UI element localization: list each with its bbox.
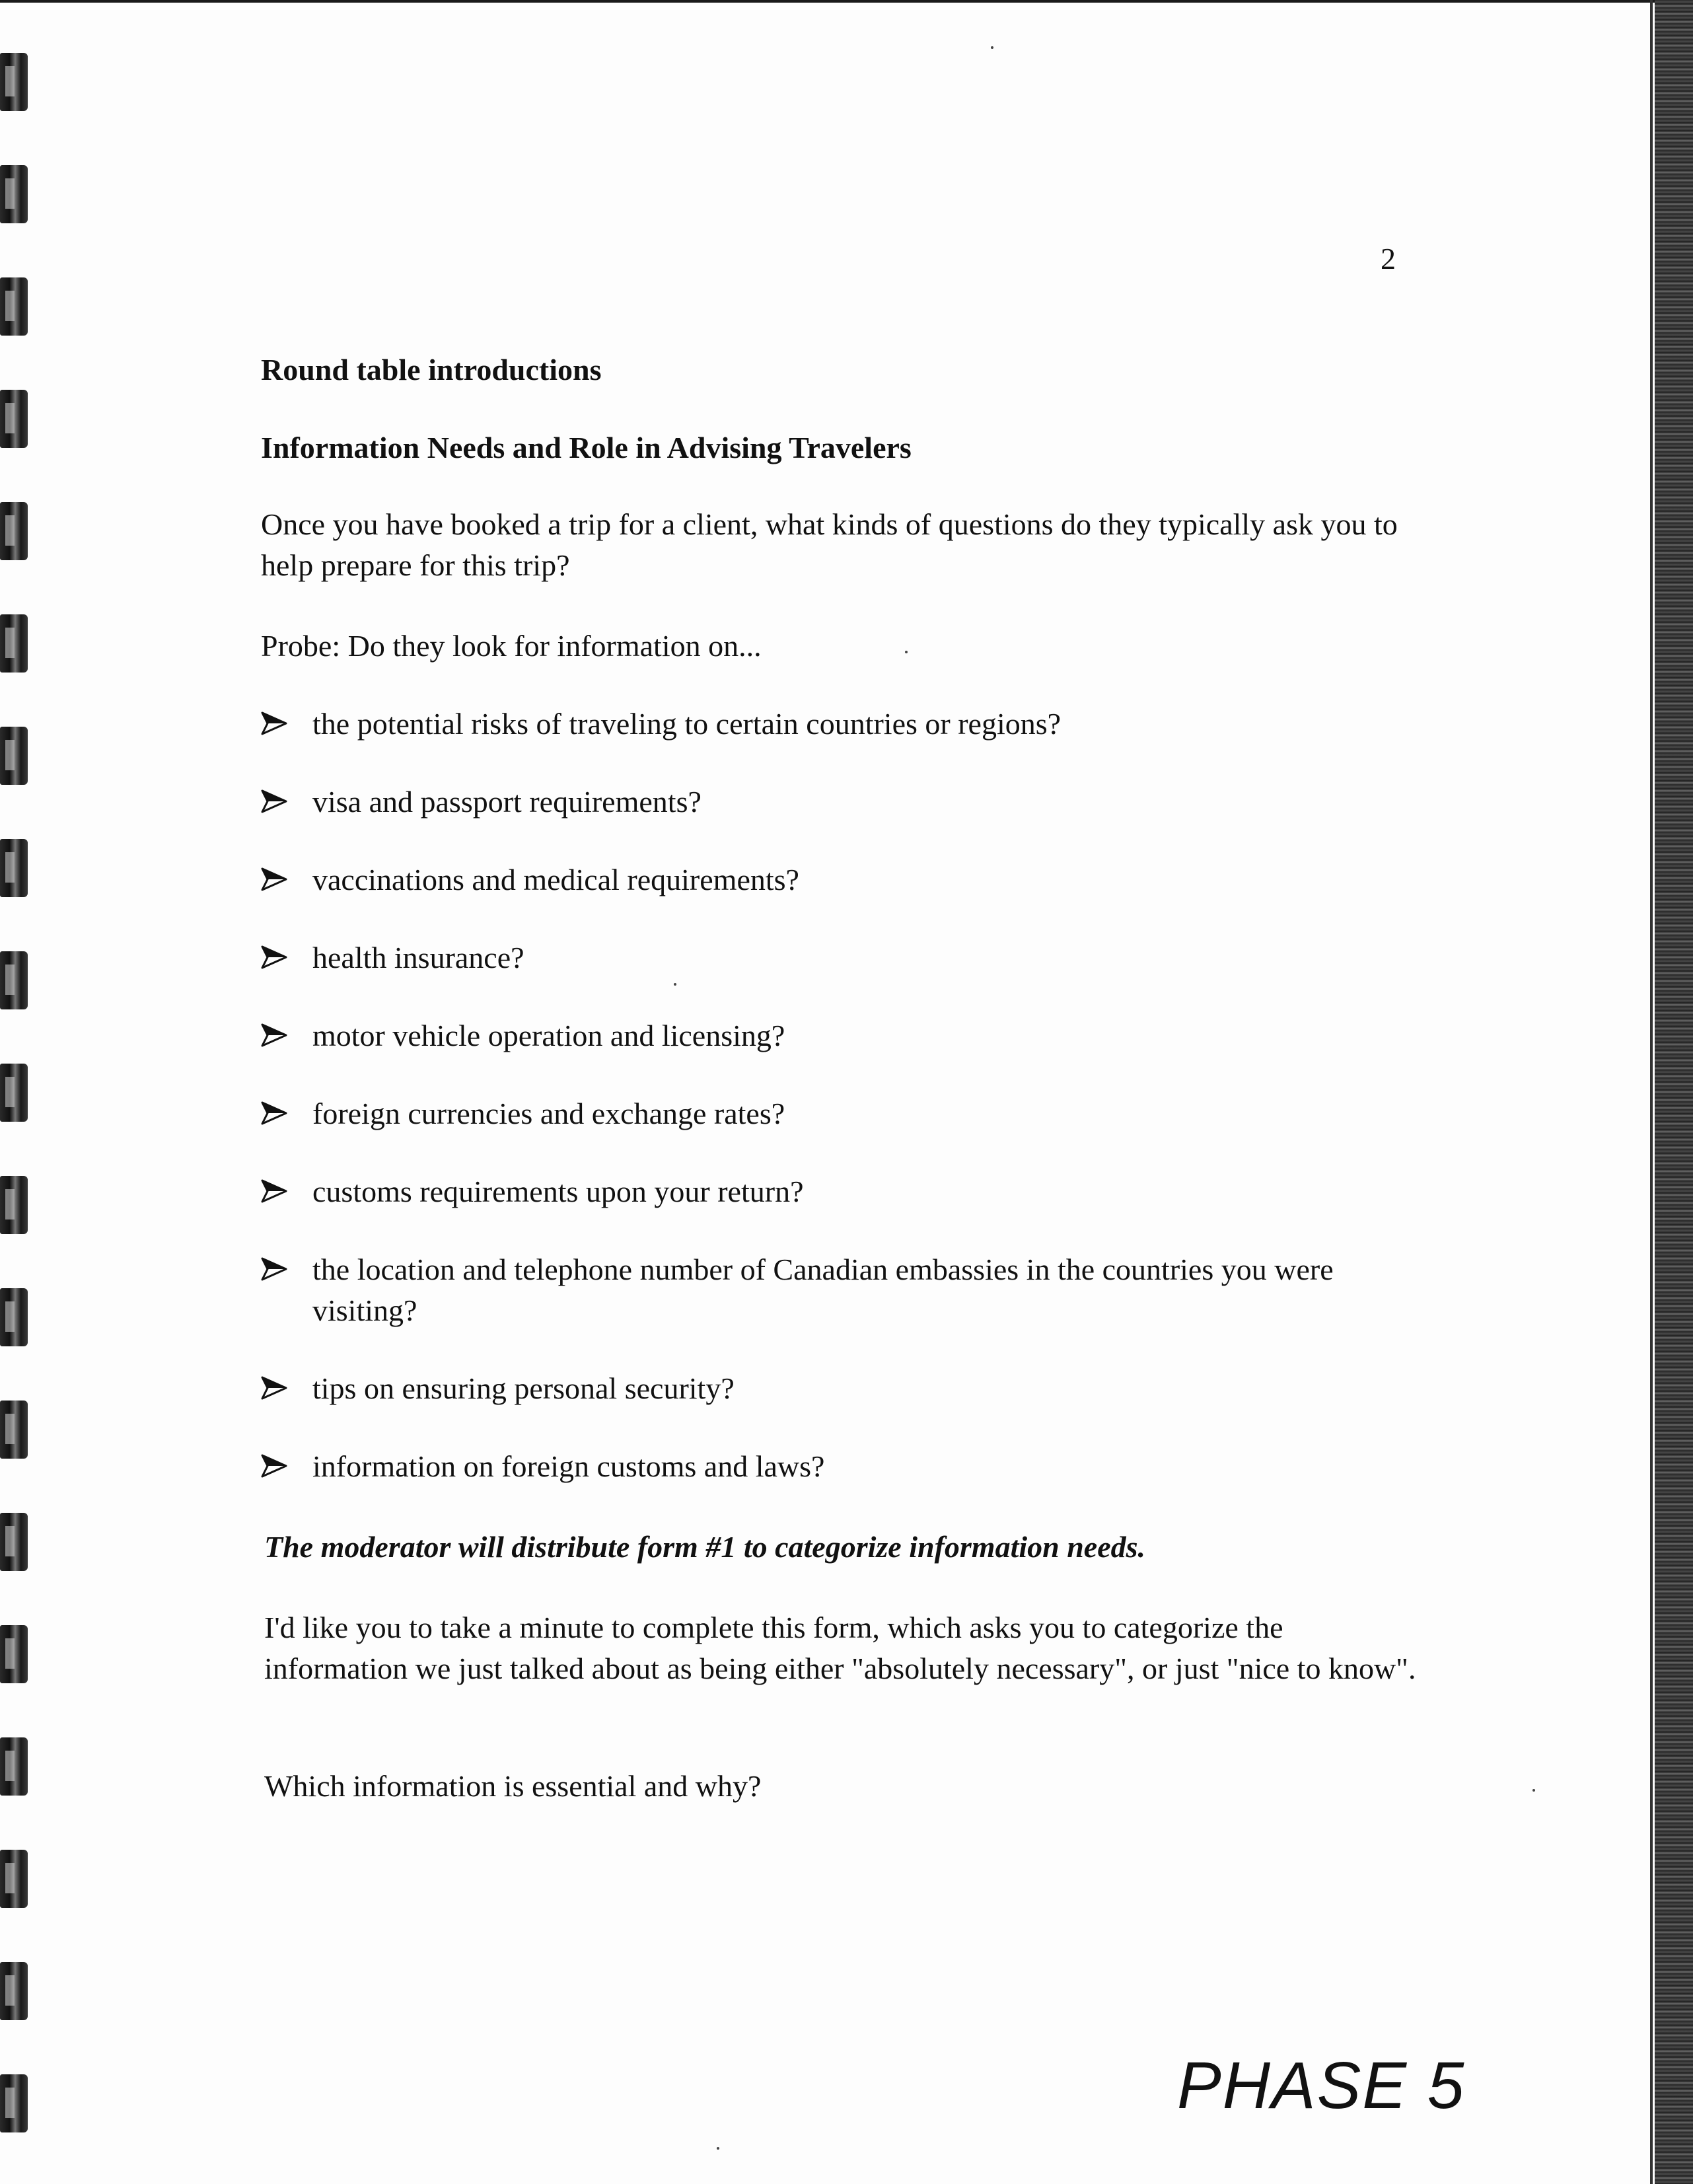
binding-ring [0, 1513, 28, 1571]
binding-ring [0, 502, 28, 560]
binding-ring [0, 951, 28, 1009]
list-item-text: motor vehicle operation and licensing? [312, 1019, 785, 1052]
arrow-bullet-icon [261, 1178, 287, 1204]
arrow-bullet-icon [261, 1375, 287, 1401]
final-question: Which information is essential and why? [264, 1769, 762, 1803]
binding-ring [0, 2074, 28, 2132]
list-item-text: foreign currencies and exchange rates? [312, 1097, 785, 1130]
binding-ring [0, 1176, 28, 1234]
binding-ring [0, 1737, 28, 1796]
arrow-bullet-icon [261, 1022, 287, 1048]
probe-text: Probe: Do they look for information on... [261, 629, 762, 663]
list-item-text: visa and passport requirements? [312, 785, 702, 819]
question-paragraph: Once you have booked a trip for a client, what kinds of questions do they typically ask you to help prepare for this trip? [261, 507, 1398, 582]
list-item-text: vaccinations and medical requirements? [312, 863, 799, 896]
arrow-bullet-icon [261, 1256, 287, 1282]
list-item-text: health insurance? [312, 941, 524, 974]
binding-ring [0, 1288, 28, 1346]
binding-rings [0, 53, 40, 2167]
binding-ring [0, 53, 28, 111]
page-number: 2 [1381, 242, 1396, 275]
arrow-bullet-icon [261, 710, 287, 737]
list-item [261, 937, 1410, 978]
arrow-bullet-icon [261, 1453, 287, 1479]
list-item [261, 1093, 1410, 1134]
list-item-text: information on foreign customs and laws? [312, 1449, 825, 1483]
arrow-bullet-icon [261, 866, 287, 892]
list-item-text: the location and telephone number of Canadian embassies in the countries you were visiting? [312, 1253, 1334, 1327]
list-item [261, 1015, 1410, 1056]
moderator-note: The moderator will distribute form #1 to categorize information needs. [264, 1530, 1146, 1564]
phase-label: PHASE 5 [1177, 2049, 1466, 2123]
scan-speck [717, 2147, 719, 2150]
scan-edge-right-line [1650, 0, 1653, 2184]
list-item-text: tips on ensuring personal security? [312, 1371, 735, 1405]
list-item [261, 1171, 1410, 1212]
binding-ring [0, 1962, 28, 2020]
arrow-bullet-icon [261, 944, 287, 970]
binding-ring [0, 727, 28, 785]
list-item-text: customs requirements upon your return? [312, 1175, 804, 1208]
binding-ring [0, 1625, 28, 1683]
list-item [261, 859, 1410, 900]
section-heading-information-needs: Information Needs and Role in Advising Travelers [261, 431, 912, 464]
binding-ring [0, 614, 28, 673]
probe-bullet-list [261, 704, 1410, 1524]
binding-ring [0, 165, 28, 223]
binding-ring [0, 1850, 28, 1908]
scan-edge-right [1655, 0, 1693, 2184]
list-item [261, 782, 1410, 822]
list-item [261, 1368, 1410, 1409]
list-item [261, 704, 1410, 745]
arrow-bullet-icon [261, 788, 287, 815]
list-item [261, 1249, 1410, 1331]
scan-speck [991, 46, 993, 49]
scan-speck [1532, 1789, 1535, 1792]
binding-ring [0, 1064, 28, 1122]
scan-edge-top [0, 0, 1665, 3]
arrow-bullet-icon [261, 1100, 287, 1126]
instruction-paragraph: I'd like you to take a minute to complete this form, which asks you to categorize the information we just talked about as being either "absolutely necessary", or just "nice to know". [264, 1611, 1416, 1685]
binding-ring [0, 1401, 28, 1459]
list-item-text: the potential risks of traveling to certain countries or regions? [312, 707, 1062, 741]
binding-ring [0, 390, 28, 448]
section-heading-round-table: Round table introductions [261, 353, 602, 386]
binding-ring [0, 277, 28, 336]
list-item [261, 1446, 1410, 1487]
binding-ring [0, 839, 28, 897]
